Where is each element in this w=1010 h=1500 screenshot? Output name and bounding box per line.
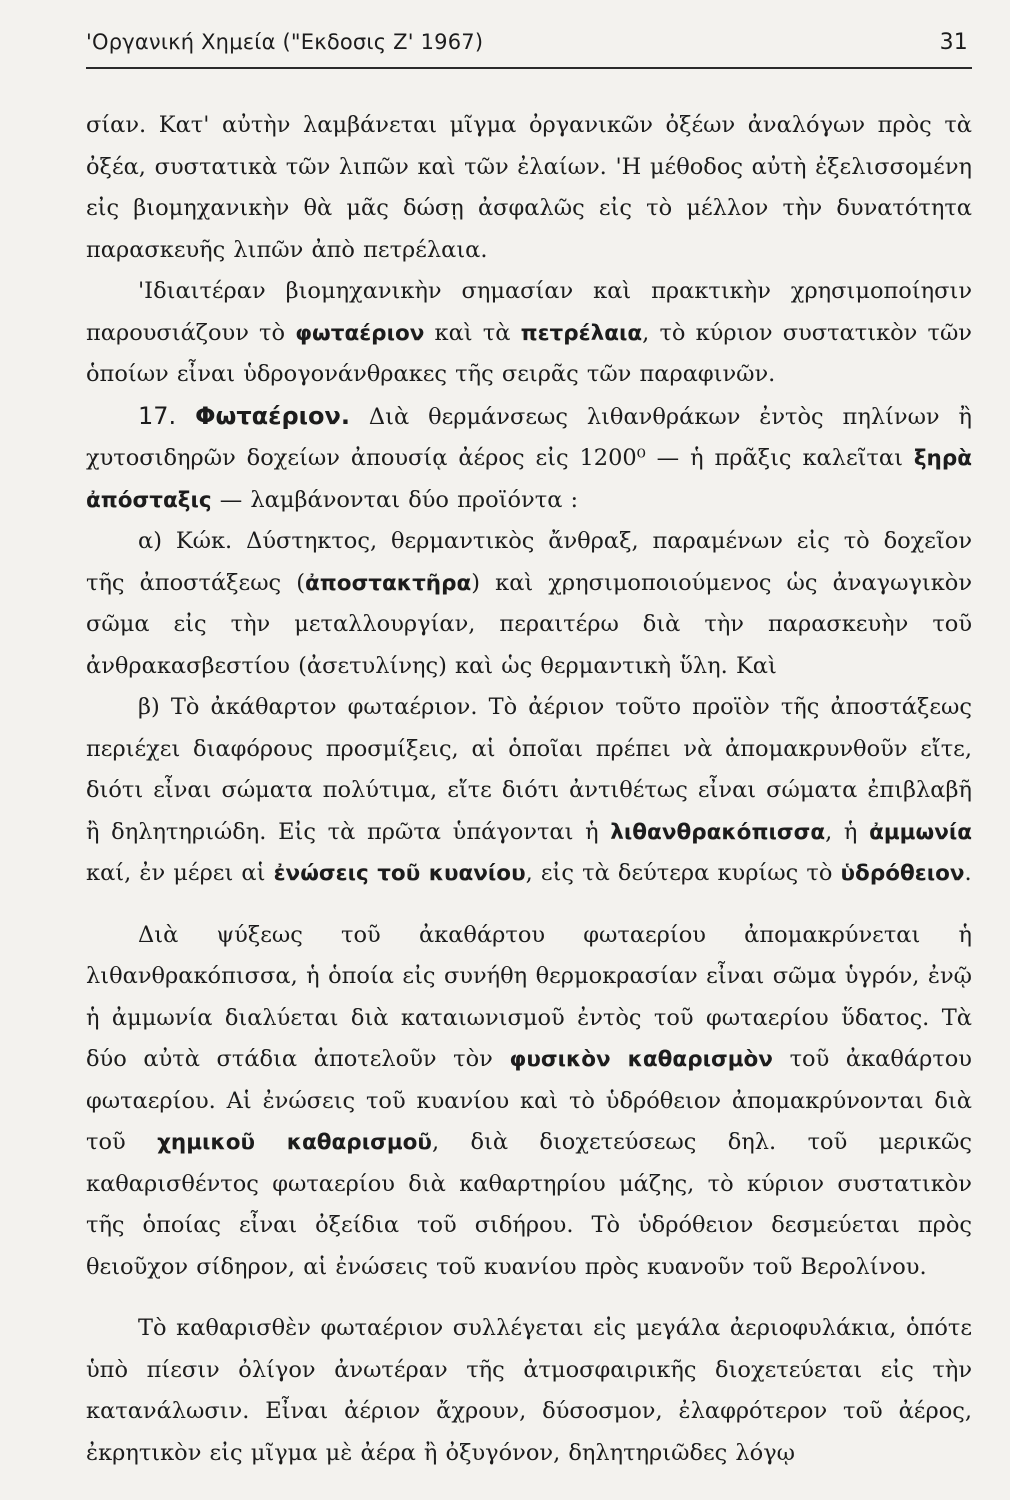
section-title: Φωταέριον. xyxy=(195,401,350,430)
text-span: Διὰ ψύξεως τοῦ ἀκαθάρτου φωταερίου ἀπομακρύνεται ἡ λιθανθρακόπισσα, ἡ ὁποία εἰς συνήθη θερμοκρασίαν εἶναι σῶμα ὑγρόν, ἐνῷ ἡ ἀμμωνία διαλύεται διὰ καταιωνισμοῦ ἐντὸς τοῦ φωταερίου ὕδατος. Τὰ δύο αὐτὰ στάδια ἀποτελοῦν τὸν xyxy=(86,921,972,1072)
bold-term-petrelaia: πετρέλαια xyxy=(520,320,643,346)
bold-term-dry-distillation: ξηρὰ ἀπόσταξις xyxy=(86,446,972,513)
bold-term-hydrogen-sulfide: ὑδρόθειον xyxy=(840,861,965,886)
text-span: 'Ιδιαιτέραν βιομηχανικὴν σημασίαν καὶ πρακτικὴν χρησιμοποίησιν παρουσιάζουν τὸ xyxy=(86,278,972,346)
paragraph-purification xyxy=(86,915,972,1289)
section-number: 17. xyxy=(138,401,177,430)
text-span: , διὰ διοχετεύσεως δηλ. τοῦ μερικῶς καθαρισθέντος φωταερίου διὰ καθαρτηρίου μάζης, τὸ κύριον συστατικὸν τῆς ὁποίας εἶναι ὀξείδια τοῦ σιδήρου. Τὸ ὑδρόθειον δεσμεύεται πρὸς θειοῦχον σίδηρον, αἱ ἐνώσεις τοῦ κυανίου πρὸς κυανοῦν τοῦ Βερολίνου. xyxy=(86,1129,972,1280)
bold-term-physical-purification: φυσικὸν καθαρισμὸν xyxy=(509,1047,773,1072)
bold-term-fotaerion: φωταέριον xyxy=(295,320,425,346)
bold-term-coal-tar: λιθανθρακόπισσα xyxy=(610,819,826,845)
list-item-b-raw-gas xyxy=(86,687,972,895)
running-header xyxy=(86,30,972,69)
paragraph-industrial-importance xyxy=(86,271,972,396)
text-span: καὶ τὰ xyxy=(424,319,521,346)
text-span: . xyxy=(964,860,972,886)
text-span: , τὸ κύριον συστατικὸν τῶν ὁποίων εἶναι ὑδρογονάνθρακες τῆς σειρᾶς τῶν παραφινῶν. xyxy=(86,319,972,387)
text-span: α) Κώκ. Δύστηκτος, θερμαντικὸς ἄνθραξ, παραμένων εἰς τὸ δοχεῖον τῆς ἀποστάξεως ( xyxy=(86,528,972,596)
text-span: β) Τὸ ἀκάθαρτον φωταέριον. Τὸ ἀέριον τοῦτο προϊὸν τῆς ἀποστάξεως περιέχει διαφόρους προσμίξεις, αἱ ὁποῖαι πρέπει νὰ ἀπομακρυνθοῦν εἴτε, διότι εἶναι σώματα πολύτιμα, εἴτε διότι ἀντιθέτως εἶναι σώματα ἐπιβλαβῆ ἢ δηλητηριώδη. Εἰς τὰ πρῶτα ὑπάγονται ἡ xyxy=(86,694,972,845)
bold-term-chemical-purification: χημικοῦ καθαρισμοῦ xyxy=(157,1130,432,1155)
paragraph-collection: Τὸ καθαρισθὲν φωταέριον συλλέγεται εἰς μεγάλα ἀεριοφυλάκια, ὁπότε ὑπὸ πίεσιν ὀλίγον ἀνωτέραν τῆς ἀτμοσφαιρικῆς διοχετεύεται εἰς τὴν κατανάλωσιν. Εἶναι ἀέριον ἄχρουν, δύσοσμον, ἐλαφρότερον τοῦ ἀέρος, ἐκρητικὸν εἰς μῖγμα μὲ ἀέρα ἢ ὀξυγόνον, δηλητηριῶδες λόγῳ xyxy=(86,1315,972,1466)
bold-term-cyanide-compounds: ἐνώσεις τοῦ κυανίου xyxy=(273,861,526,886)
text-span: — λαμβάνονται δύο προϊόντα : xyxy=(211,486,579,513)
text-span: , εἰς τὰ δεύτερα κυρίως τὸ xyxy=(525,860,841,886)
header-title: 'Οργανική Χημεία ("Εκδοσις Ζ' 1967) xyxy=(86,30,484,54)
bold-term-apostaktiras: ἀποστακτῆρα xyxy=(305,570,472,596)
page-number: 31 xyxy=(939,30,968,55)
body-text xyxy=(86,105,972,1474)
list-item-a-coke xyxy=(86,521,972,687)
bold-term-ammonia: ἀμμωνία xyxy=(869,819,972,845)
text-span: , ἡ xyxy=(825,818,870,845)
paragraph-continuation: σίαν. Κατ' αὐτὴν λαμβάνεται μῖγμα ὀργανικῶν ὀξέων ἀναλόγων πρὸς τὰ ὀξέα, συστατικὰ τῶν λιπῶν καὶ τῶν ἐλαίων. 'Η μέθοδος αὐτὴ ἐξελισσομένη εἰς βιομηχανικὴν θὰ μᾶς δώσῃ ἀσφαλῶς εἰς τὸ μέλλον τὴν δυνατότητα παρασκευῆς λιπῶν ἀπὸ πετρέλαια. xyxy=(86,112,972,263)
text-span: τοῦ ἀκαθάρτου φωταερίου. Αἱ ἐνώσεις τοῦ κυανίου καὶ τὸ ὑδρόθειον ἀπομακρύνονται διὰ τοῦ xyxy=(86,1046,972,1155)
text-span: καί, ἐν μέρει αἱ xyxy=(86,860,274,886)
text-span: Διὰ θερμάνσεως λιθανθράκων ἐντὸς πηλίνων ἢ χυτοσιδηρῶν δοχείων ἀπουσίᾳ ἀέρος εἰς 1200⁰ — ἡ πρᾶξις καλεῖται xyxy=(86,403,972,471)
text-span: ) καὶ χρησιμοποιούμενος ὡς ἀναγωγικὸν σῶμα εἰς τὴν μεταλλουργίαν, περαιτέρω διὰ τὴν παρασκευὴν τοῦ ἀνθρακασβεστίου (ἀσετυλίνης) καὶ ὡς θερμαντικὴ ὕλη. Καὶ xyxy=(86,569,973,679)
section-17-paragraph xyxy=(86,396,972,522)
